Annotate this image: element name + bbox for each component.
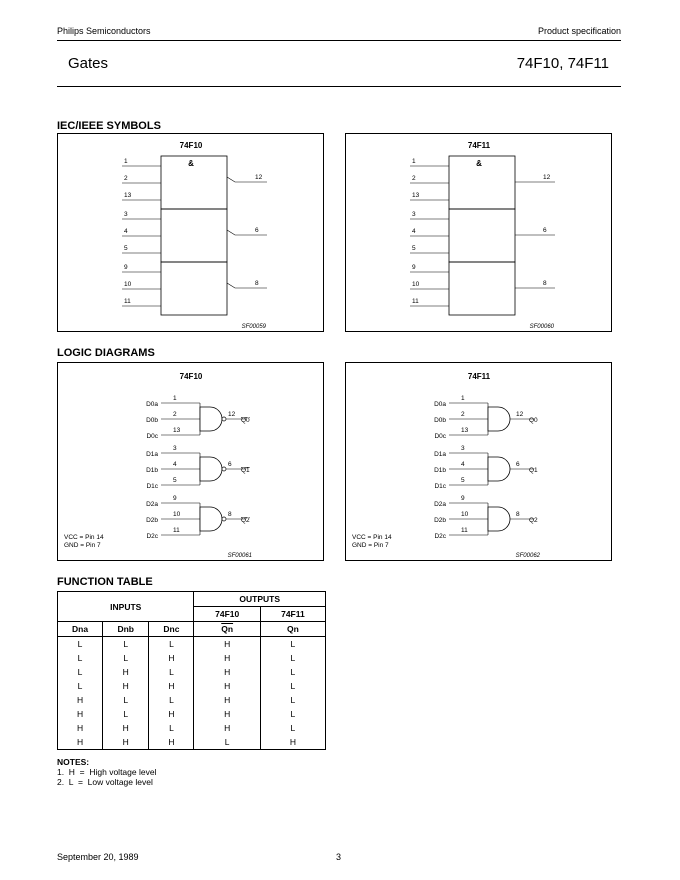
col-dna: Dna <box>58 622 103 637</box>
logic-input-label: D1b <box>434 467 446 474</box>
table-row <box>58 735 326 750</box>
iec-gate-box <box>161 156 227 209</box>
section-iec: IEC/IEEE SYMBOLS <box>57 120 161 132</box>
iec-output-line <box>227 283 267 288</box>
table-cell: H <box>103 665 149 679</box>
table-cell: L <box>103 651 149 665</box>
table-cell: L <box>103 707 149 721</box>
table-cell: L <box>58 637 103 652</box>
logic-input-pin: 11 <box>173 527 180 534</box>
footer-page: 3 <box>336 852 342 862</box>
iec-input-pin: 1 <box>412 158 416 165</box>
iec-amp-label: & <box>188 159 194 168</box>
logic-input-pin: 1 <box>173 395 177 402</box>
iec-title: 74F11 <box>467 141 491 150</box>
table-cell: H <box>194 707 260 721</box>
iec-input-pin: 9 <box>124 264 128 271</box>
doc-type: Product specification <box>537 26 621 36</box>
logic-output-label: Q1 <box>529 467 538 474</box>
logic-output-label: Q2 <box>241 517 250 524</box>
iec-gate-box <box>449 156 515 209</box>
and-gate-shape <box>200 457 222 481</box>
table-row <box>58 651 326 665</box>
logic-input-label: D2c <box>146 533 158 540</box>
table-cell: L <box>58 679 103 693</box>
logic-input-label: D0c <box>434 433 446 440</box>
logic-title: 74F10 <box>179 372 203 381</box>
col-qn: Qn <box>260 622 325 637</box>
iec-output-pin: 8 <box>255 280 259 287</box>
table-cell: H <box>194 665 260 679</box>
table-cell: L <box>103 637 149 652</box>
table-cell: H <box>194 651 260 665</box>
column-headers <box>58 622 326 637</box>
gnd-note: GND = Pin 7 <box>352 542 389 549</box>
table-cell: L <box>260 651 325 665</box>
table-cell: H <box>260 735 325 750</box>
iec-input-pin: 3 <box>124 211 128 218</box>
table-cell: H <box>103 735 149 750</box>
doc-subject: Gates <box>68 55 109 72</box>
table-cell: L <box>58 651 103 665</box>
iec-amp-label: & <box>476 159 482 168</box>
logic-output-label: Q0 <box>529 417 538 424</box>
table-cell: L <box>58 665 103 679</box>
table-cell: H <box>58 693 103 707</box>
logic-input-label: D0a <box>146 401 158 408</box>
inversion-bubble <box>222 417 226 421</box>
iec-output-pin: 12 <box>255 174 263 181</box>
logic-input-label: D1c <box>146 483 158 490</box>
notes-title: NOTES: <box>57 757 90 767</box>
logic-figure-74f11 <box>345 362 612 561</box>
logic-input-label: D2b <box>434 517 446 524</box>
iec-input-pin: 3 <box>412 211 416 218</box>
col-qn-inverted: $\overline{Qn}$ <box>221 624 234 634</box>
logic-code: SF00061 <box>227 553 252 559</box>
iec-input-pin: 5 <box>124 245 128 252</box>
table-row <box>58 693 326 707</box>
function-table <box>57 591 326 750</box>
inputs-header: INPUTS <box>58 592 194 622</box>
inversion-bubble <box>222 517 226 521</box>
and-gate-shape <box>488 407 510 431</box>
table-cell: H <box>103 721 149 735</box>
logic-input-label: D0a <box>434 401 446 408</box>
iec-input-pin: 4 <box>412 228 416 235</box>
logic-input-label: D2a <box>434 501 446 508</box>
logic-input-pin: 5 <box>461 477 465 484</box>
col-dnc: Dnc <box>149 622 194 637</box>
iec-input-pin: 10 <box>412 281 420 288</box>
table-cell: H <box>149 735 194 750</box>
table-cell: L <box>260 665 325 679</box>
part-numbers: 74F10, 74F11 <box>516 55 609 72</box>
iec-input-pin: 2 <box>412 175 416 182</box>
logic-input-pin: 1 <box>461 395 465 402</box>
notes <box>57 757 156 787</box>
logic-title: 74F11 <box>467 372 491 381</box>
logic-input-label: D1a <box>146 451 158 458</box>
table-row <box>58 679 326 693</box>
note-2: 2. L = Low voltage level <box>57 777 153 787</box>
logic-output-pin: 8 <box>228 511 232 518</box>
table-cell: H <box>149 707 194 721</box>
table-cell: L <box>149 721 194 735</box>
table-cell: L <box>194 735 260 750</box>
table-cell: H <box>194 693 260 707</box>
and-gate-shape <box>488 457 510 481</box>
iec-output-pin: 6 <box>543 227 547 234</box>
function-table-body <box>58 637 326 750</box>
logic-output-pin: 6 <box>516 461 520 468</box>
logic-input-label: D0b <box>146 417 158 424</box>
logic-input-pin: 9 <box>461 495 465 502</box>
and-gate-shape <box>200 407 222 431</box>
table-row <box>58 665 326 679</box>
note-1: 1. H = High voltage level <box>57 767 157 777</box>
table-row <box>58 637 326 652</box>
iec-input-pin: 2 <box>124 175 128 182</box>
iec-input-pin: 11 <box>412 298 419 305</box>
vcc-note: VCC = Pin 14 <box>352 534 392 541</box>
table-cell: L <box>260 679 325 693</box>
logic-input-pin: 5 <box>173 477 177 484</box>
table-cell: H <box>58 707 103 721</box>
table-cell: L <box>260 707 325 721</box>
table-cell: H <box>194 679 260 693</box>
iec-figure-74f10 <box>57 133 324 332</box>
outputs-header: OUTPUTS <box>194 592 326 607</box>
logic-output-pin: 12 <box>228 411 236 418</box>
table-cell: H <box>194 721 260 735</box>
logic-input-pin: 4 <box>173 461 177 468</box>
iec-input-pin: 9 <box>412 264 416 271</box>
logic-input-label: D2c <box>434 533 446 540</box>
table-cell: L <box>149 693 194 707</box>
logic-output-pin: 8 <box>516 511 520 518</box>
vcc-note: VCC = Pin 14 <box>64 534 104 541</box>
iec-code: SF00060 <box>529 324 554 330</box>
iec-gate-box <box>449 262 515 315</box>
table-cell: H <box>58 735 103 750</box>
iec-input-pin: 1 <box>124 158 128 165</box>
table-cell: H <box>58 721 103 735</box>
table-cell: L <box>260 721 325 735</box>
table-cell: L <box>260 693 325 707</box>
col-dnb: Dnb <box>103 622 149 637</box>
iec-output-line <box>227 230 267 235</box>
logic-output-pin: 12 <box>516 411 524 418</box>
logic-output-pin: 6 <box>228 461 232 468</box>
logic-input-label: D0b <box>434 417 446 424</box>
logic-diagram-74f11 <box>346 363 613 562</box>
logic-output-label: Q0 <box>241 417 250 424</box>
logic-input-pin: 10 <box>173 511 181 518</box>
logic-input-pin: 3 <box>461 445 465 452</box>
logic-input-pin: 11 <box>461 527 468 534</box>
logic-input-label: D1b <box>146 467 158 474</box>
part-b-header: 74F11 <box>260 607 325 622</box>
table-cell: H <box>149 651 194 665</box>
table-cell: L <box>149 637 194 652</box>
footer-date: September 20, 1989 <box>57 852 139 862</box>
iec-input-pin: 13 <box>124 192 132 199</box>
table-cell: H <box>194 637 260 652</box>
logic-input-pin: 2 <box>461 411 465 418</box>
logic-input-label: D1c <box>434 483 446 490</box>
logic-input-pin: 4 <box>461 461 465 468</box>
table-row <box>58 707 326 721</box>
iec-gate-box <box>161 209 227 262</box>
company-name: Philips Semiconductors <box>57 26 151 36</box>
logic-input-pin: 10 <box>461 511 469 518</box>
header-rule <box>57 40 621 41</box>
table-cell: L <box>103 693 149 707</box>
iec-symbol-74f11 <box>346 134 613 333</box>
iec-figure-74f11 <box>345 133 612 332</box>
logic-input-label: D2b <box>146 517 158 524</box>
logic-input-label: D0c <box>146 433 158 440</box>
logic-input-pin: 9 <box>173 495 177 502</box>
logic-input-pin: 13 <box>173 427 181 434</box>
table-cell: L <box>260 637 325 652</box>
iec-gate-box <box>449 209 515 262</box>
logic-input-label: D2a <box>146 501 158 508</box>
title-rule <box>57 86 621 87</box>
logic-input-pin: 2 <box>173 411 177 418</box>
logic-output-label: Q1 <box>241 467 250 474</box>
table-cell: H <box>103 679 149 693</box>
logic-input-pin: 13 <box>461 427 469 434</box>
iec-input-pin: 10 <box>124 281 132 288</box>
gnd-note: GND = Pin 7 <box>64 542 101 549</box>
logic-input-pin: 3 <box>173 445 177 452</box>
iec-input-pin: 11 <box>124 298 131 305</box>
logic-code: SF00062 <box>515 553 540 559</box>
table-cell: H <box>149 679 194 693</box>
table-cell: L <box>149 665 194 679</box>
and-gate-shape <box>488 507 510 531</box>
logic-input-label: D1a <box>434 451 446 458</box>
iec-title: 74F10 <box>179 141 203 150</box>
iec-code: SF00059 <box>241 324 266 330</box>
section-function: FUNCTION TABLE <box>57 576 153 588</box>
iec-output-pin: 8 <box>543 280 547 287</box>
table-row <box>58 721 326 735</box>
inversion-bubble <box>222 467 226 471</box>
iec-gate-box <box>161 262 227 315</box>
section-logic: LOGIC DIAGRAMS <box>57 347 155 359</box>
iec-input-pin: 5 <box>412 245 416 252</box>
iec-input-pin: 13 <box>412 192 420 199</box>
iec-output-pin: 6 <box>255 227 259 234</box>
iec-symbol-74f10 <box>58 134 325 333</box>
logic-figure-74f10 <box>57 362 324 561</box>
iec-input-pin: 4 <box>124 228 128 235</box>
logic-diagram-74f10 <box>58 363 325 562</box>
part-a-header: 74F10 <box>194 607 260 622</box>
logic-output-label: Q2 <box>529 517 538 524</box>
iec-output-pin: 12 <box>543 174 551 181</box>
and-gate-shape <box>200 507 222 531</box>
